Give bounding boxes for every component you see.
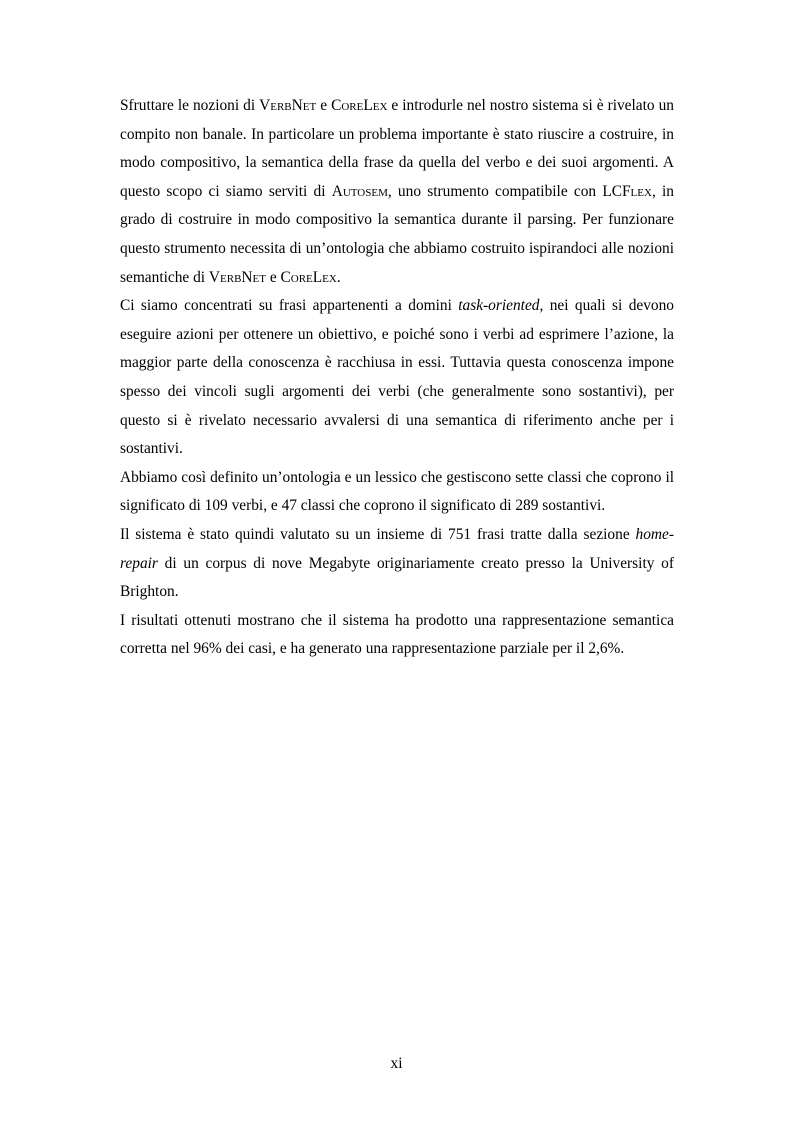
smallcaps-term: VerbNet bbox=[208, 268, 266, 286]
text-run: Il sistema è stato quindi valutato su un insieme di 751 frasi tratte dalla sezione bbox=[120, 525, 636, 543]
text-run: . bbox=[336, 268, 341, 286]
body-text bbox=[120, 92, 674, 664]
smallcaps-term: CoreLex bbox=[280, 268, 337, 286]
text-run: Sfruttare le nozioni di bbox=[120, 97, 260, 114]
paragraph bbox=[120, 521, 674, 607]
italic-term: home-repair bbox=[120, 525, 674, 572]
smallcaps-term: lex bbox=[630, 182, 652, 200]
text-run: , in grado di costruire in modo compositivo la semantica durante il parsing. Per funzionare questo strumento necessita di un’ontologia che abbiamo costruito ispirandoci alle nozioni semantiche di bbox=[120, 182, 674, 286]
text-run: e bbox=[265, 268, 281, 286]
text-run: Ci siamo concentrati su frasi appartenenti a domini bbox=[120, 297, 459, 315]
text-run: , uno strumento compatibile con LCF bbox=[387, 182, 631, 200]
text-run: e bbox=[316, 97, 332, 114]
paragraph bbox=[120, 464, 674, 521]
paragraph bbox=[120, 607, 674, 664]
text-run: I risultati ottenuti mostrano che il sistema ha prodotto una rappresentazione semantica corretta nel 96% dei casi, e ha generato una rappresentazione parziale per il 2,6%. bbox=[120, 611, 674, 658]
page-number: xi bbox=[390, 1055, 403, 1072]
text-run: e introdurle nel nostro sistema si è rivelato un compito non banale. In particolare un problema importante è stato riuscire a costruire, in modo compositivo, la semantica della frase da quella del verbo e dei suoi argomenti. A questo scopo ci siamo serviti di bbox=[120, 97, 674, 200]
paragraph bbox=[120, 292, 674, 464]
text-run: Abbiamo così definito un’ontologia e un lessico che gestiscono sette classi che coprono il significato di 109 verbi, e 47 classi che coprono il significato di 289 sostantivi. bbox=[120, 468, 674, 515]
smallcaps-term: CoreLex bbox=[331, 97, 388, 114]
text-run: di un corpus di nove Megabyte originariamente creato presso la University of Brighton. bbox=[120, 554, 674, 601]
smallcaps-term: Autosem bbox=[331, 182, 388, 200]
text-run: , nei quali si devono eseguire azioni per ottenere un obiettivo, e poiché sono i verbi ad esprimere l’azione, la maggior parte della conoscenza è racchiusa in essi. Tuttavia questa conoscenza impone spesso dei vincoli sugli argomenti dei verbi (che generalmente sono sostantivi), per questo si è rivelato necessario avvalersi di una semantica di riferimento anche per i sostantivi. bbox=[120, 297, 675, 458]
paragraph bbox=[120, 92, 674, 292]
italic-term: task-oriented bbox=[458, 297, 540, 315]
smallcaps-term: VerbNet bbox=[259, 97, 317, 114]
